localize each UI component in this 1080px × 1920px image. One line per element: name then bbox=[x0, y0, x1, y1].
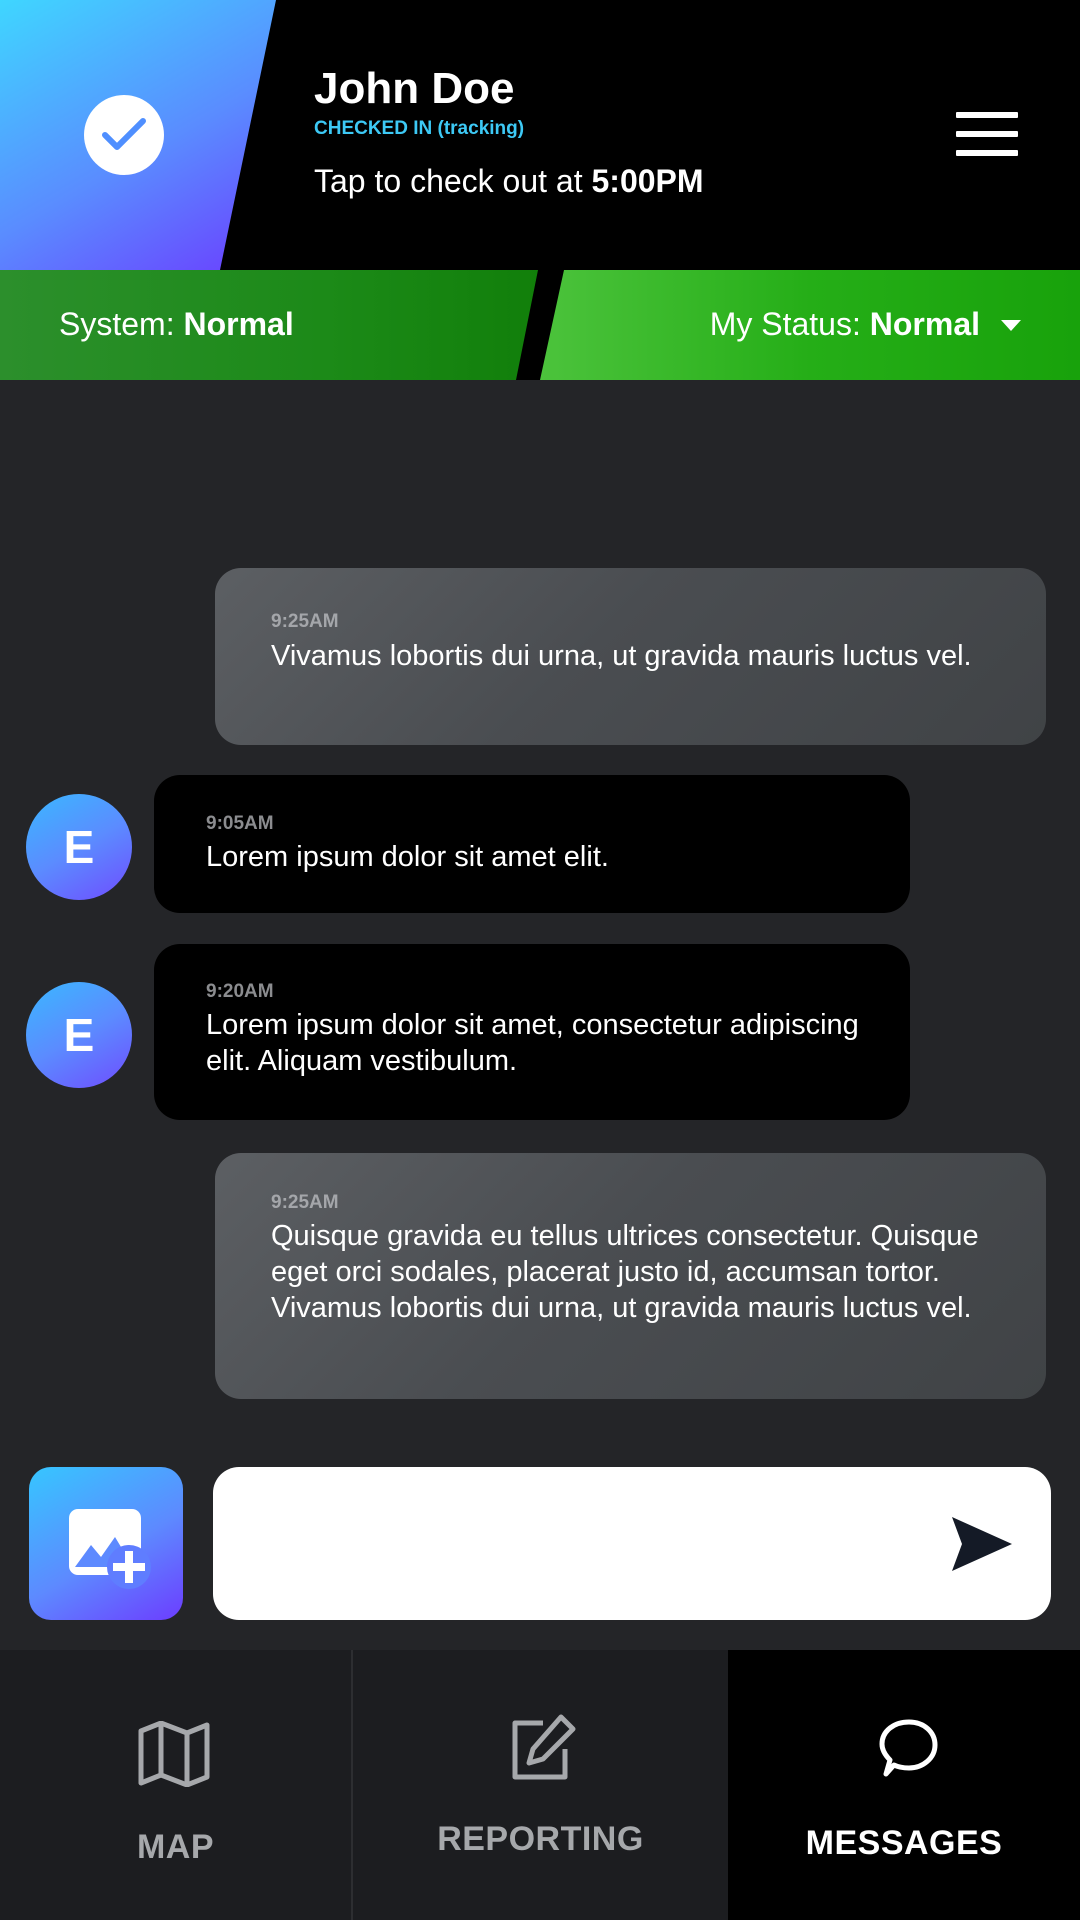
avatar[interactable]: E bbox=[26, 794, 132, 900]
system-status bbox=[59, 306, 294, 343]
status-bar bbox=[0, 270, 1080, 380]
tab-messages[interactable] bbox=[728, 1650, 1080, 1920]
message-text: Quisque gravida eu tellus ultrices consectetur. Quisque eget orci sodales, placerat justo id, accumsan tortor. Vivamus lobortis dui urna, ut gravida mauris luctus vel. bbox=[271, 1220, 979, 1324]
edit-icon bbox=[507, 1713, 577, 1783]
checkout-time: 5:00PM bbox=[591, 163, 704, 199]
checkout-link[interactable] bbox=[314, 163, 704, 200]
checkin-status: CHECKED IN (tracking) bbox=[314, 118, 525, 139]
message-input[interactable] bbox=[243, 1467, 923, 1620]
tab-reporting[interactable] bbox=[353, 1650, 728, 1920]
tab-map[interactable] bbox=[0, 1650, 351, 1920]
caret-down-icon[interactable] bbox=[1001, 320, 1021, 331]
system-status-label: System: bbox=[59, 306, 184, 342]
message-time: 9:20AM bbox=[206, 981, 274, 1002]
message-composer bbox=[213, 1467, 1051, 1620]
add-image-icon bbox=[67, 1505, 157, 1589]
tab-map-label: MAP bbox=[136, 1828, 215, 1866]
user-name: John Doe bbox=[314, 64, 515, 113]
system-status-value: Normal bbox=[183, 306, 294, 342]
message-text: Lorem ipsum dolor sit amet, consectetur adipiscing elit. Aliquam vestibulum. bbox=[206, 1009, 859, 1077]
tab-messages-label: MESSAGES bbox=[805, 1824, 1003, 1862]
message-time: 9:25AM bbox=[271, 611, 339, 632]
message-bubble bbox=[215, 568, 1046, 745]
tab-reporting-label: REPORTING bbox=[437, 1820, 644, 1858]
message-time: 9:25AM bbox=[271, 1192, 339, 1213]
checkout-prefix: Tap to check out at bbox=[314, 163, 592, 199]
checkmark-icon bbox=[101, 117, 147, 153]
message-bubble bbox=[154, 775, 910, 913]
message-text: Lorem ipsum dolor sit amet elit. bbox=[206, 841, 609, 873]
map-icon bbox=[137, 1721, 211, 1787]
my-status-dropdown[interactable] bbox=[710, 306, 980, 343]
message-text: Vivamus lobortis dui urna, ut gravida mauris luctus vel. bbox=[271, 640, 972, 672]
my-status-value: Normal bbox=[869, 306, 980, 342]
hamburger-menu-icon[interactable] bbox=[956, 112, 1018, 156]
bottom-nav bbox=[0, 1650, 1080, 1920]
avatar[interactable]: E bbox=[26, 982, 132, 1088]
app-header bbox=[0, 0, 1080, 270]
message-bubble bbox=[215, 1153, 1046, 1399]
check-in-button[interactable] bbox=[84, 95, 164, 175]
chat-icon bbox=[876, 1718, 940, 1780]
my-status-label: My Status: bbox=[709, 306, 870, 342]
attach-image-button[interactable] bbox=[29, 1467, 183, 1620]
send-icon[interactable] bbox=[950, 1515, 1014, 1573]
message-bubble bbox=[154, 944, 910, 1120]
message-time: 9:05AM bbox=[206, 813, 274, 834]
